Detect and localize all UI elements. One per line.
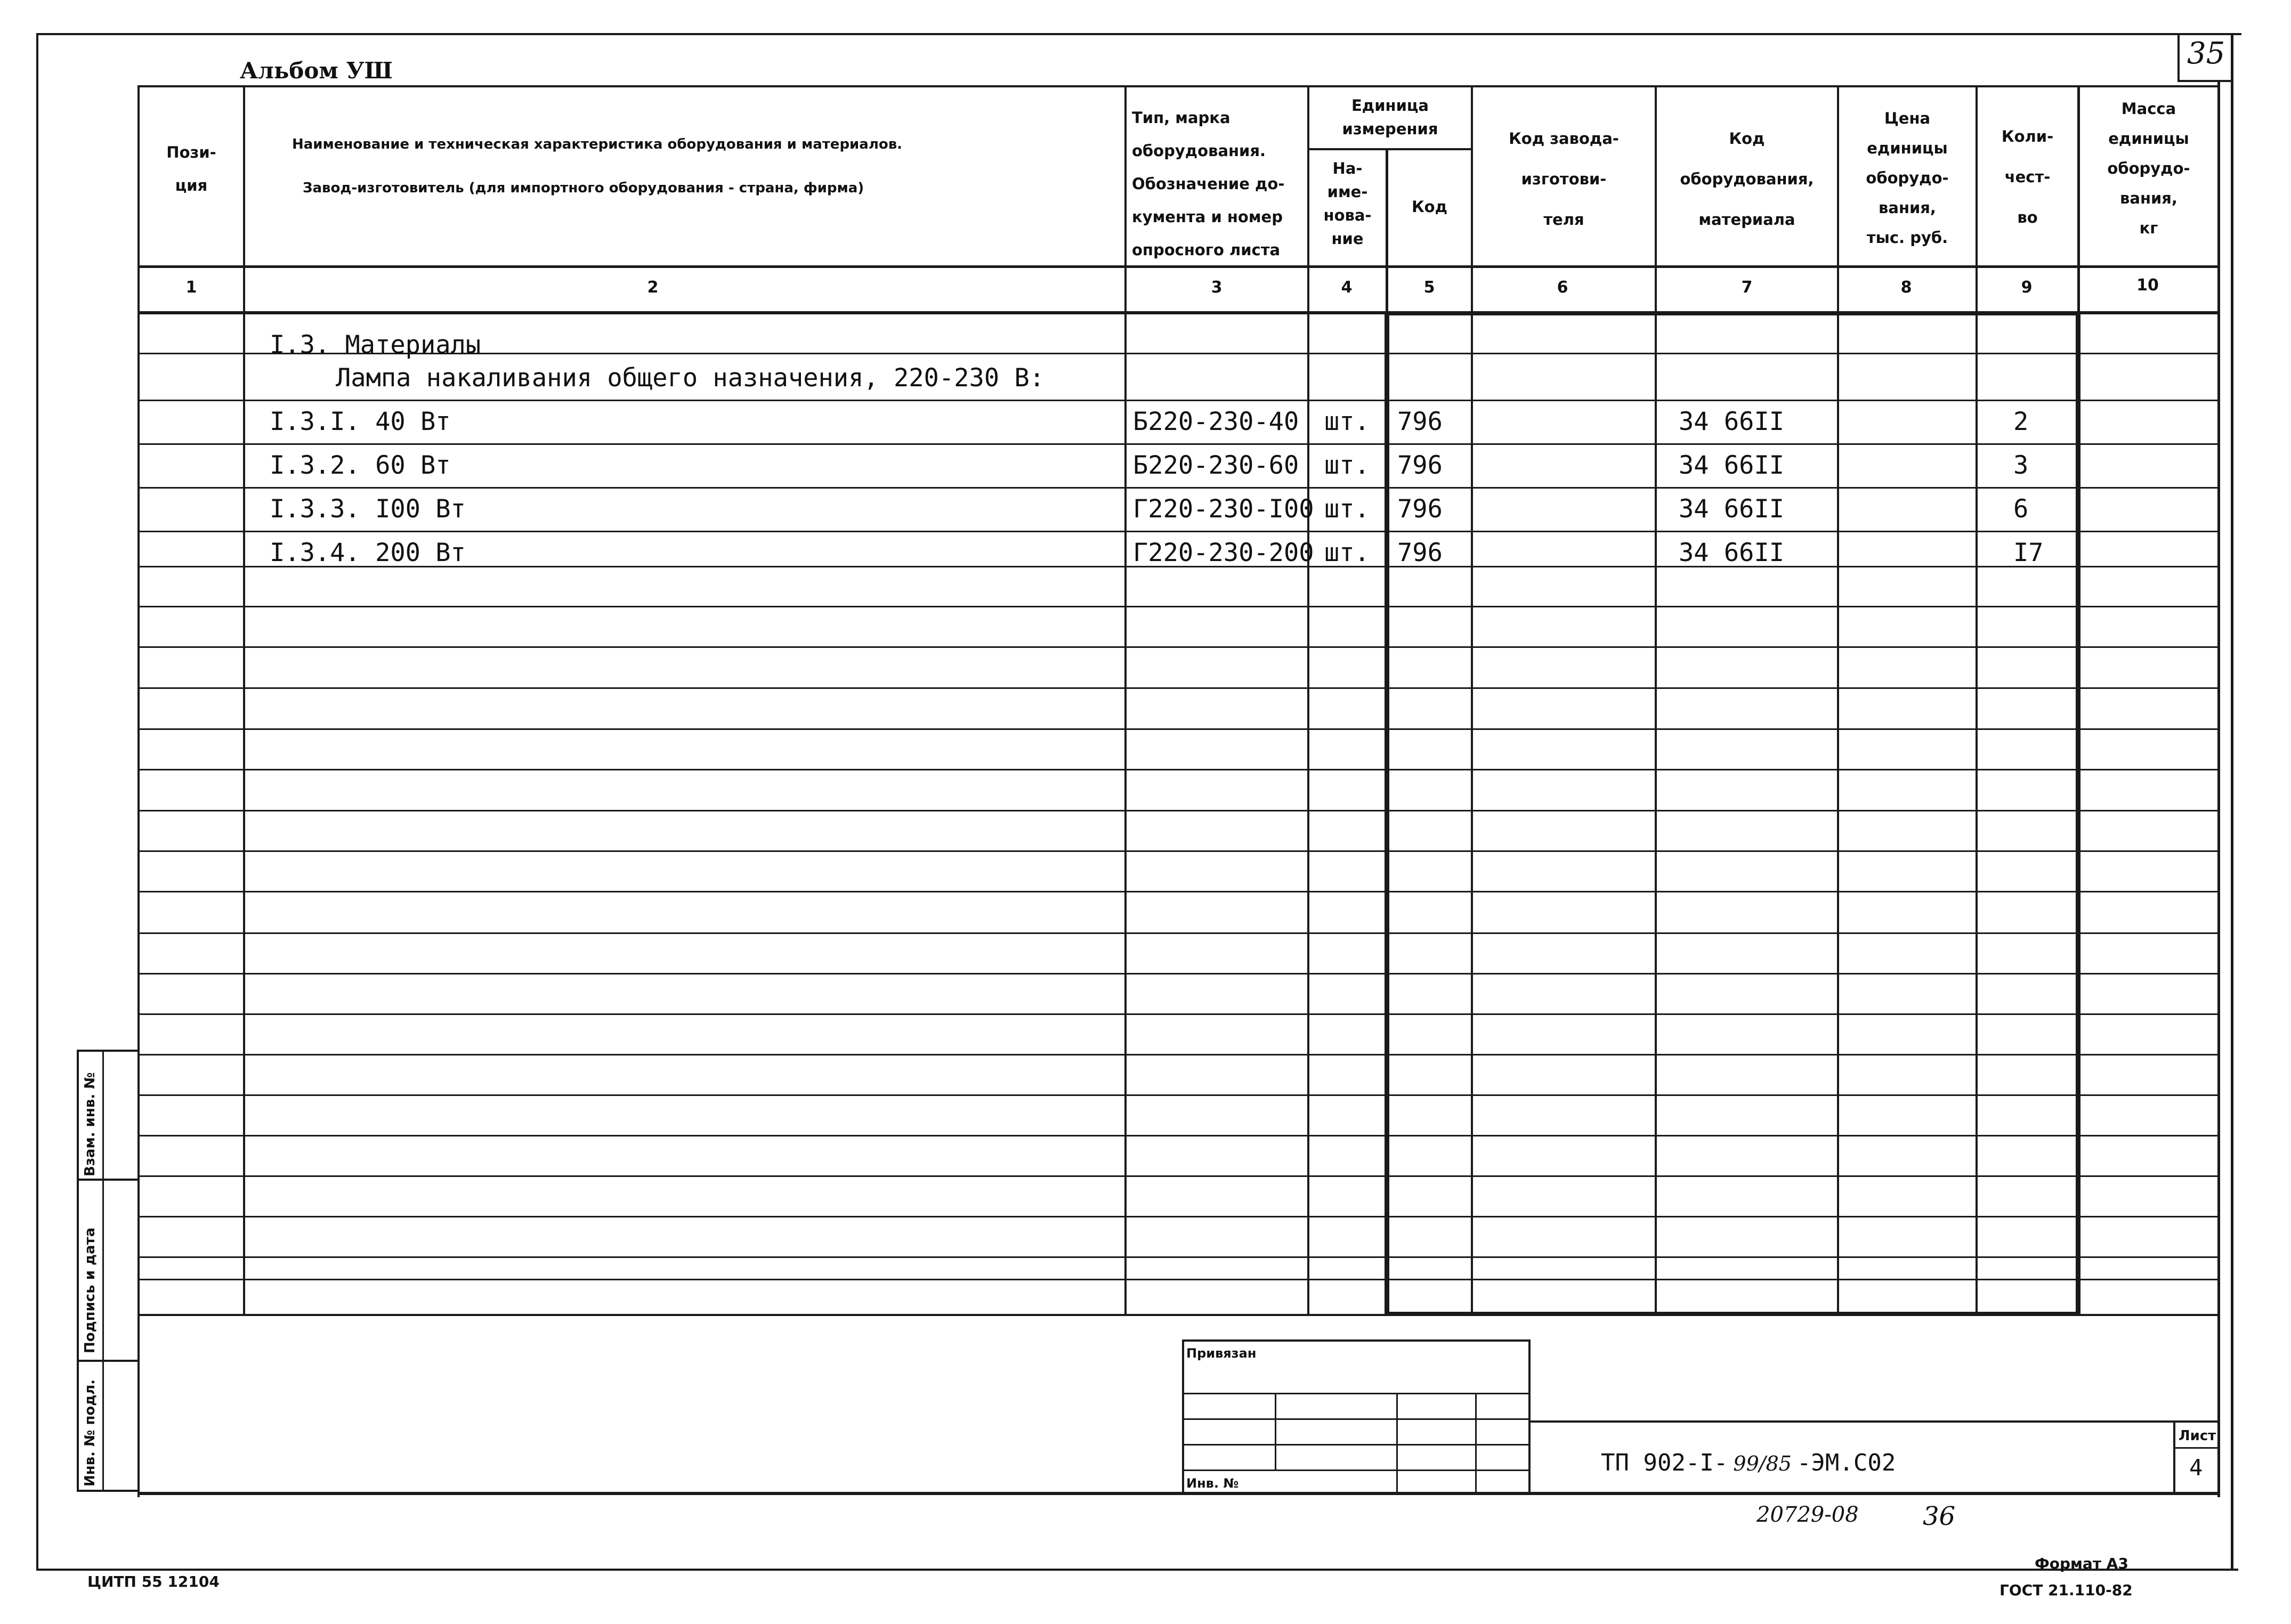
stamp-list-left (2173, 1420, 2175, 1495)
bold-box-left (1385, 311, 1389, 1316)
gost-label: ГОСТ 21.110-82 (1999, 1581, 2133, 1599)
header-unit-code-text: Код (1411, 198, 1448, 216)
citp-label: ЦИТП 55 12104 (87, 1573, 220, 1590)
stamp-grid-v2 (1396, 1393, 1398, 1495)
header-unit-name (1309, 157, 1386, 250)
vsep-6 (1655, 85, 1657, 1316)
doc-code-prefix: ТП 902-I- (1601, 1449, 1728, 1476)
row-material-code: 34 66II (1679, 494, 1785, 524)
header-factory-code-text: Код завода- изготови- теля (1509, 129, 1619, 229)
bold-box-top (1386, 311, 2080, 315)
row-name: I.3.4. 200 Вт (270, 538, 466, 567)
colnum-5: 5 (1423, 278, 1435, 297)
stamp-grid-h3 (1182, 1444, 1531, 1446)
stamp-list-label: Лист (2179, 1428, 2216, 1444)
side-strip-div1 (77, 1179, 140, 1181)
header-position (140, 136, 243, 202)
side-strip-inner (102, 1050, 104, 1492)
vsep-5 (1471, 85, 1473, 1316)
row-qty: 3 (2013, 451, 2029, 480)
table-left (137, 85, 140, 1497)
side-strip-left (77, 1050, 79, 1492)
row-unit: шт. (1324, 538, 1370, 567)
stamp-list-number: 4 (2189, 1455, 2203, 1481)
header-price-text: Цена единицы оборудо- вания, тыс. руб. (1866, 109, 1949, 247)
row-code: 796 (1397, 538, 1443, 567)
colnum-9: 9 (2021, 278, 2033, 297)
header-type (1128, 101, 1311, 266)
stamp-bottom (140, 1492, 2220, 1495)
row-material-code: 34 66II (1679, 407, 1785, 436)
row-type: Г220-230-I00 (1133, 494, 1314, 524)
colnum-7: 7 (1741, 278, 1753, 297)
row-name: I.3.2. 60 Вт (270, 451, 451, 480)
header-mass-text: Масса единицы оборудо- вания, кг (2107, 100, 2190, 237)
table-top (137, 85, 2220, 87)
vsep-3 (1307, 85, 1309, 1316)
side-strip-div2 (77, 1360, 140, 1362)
colnum-2: 2 (647, 278, 659, 297)
row-qty: I7 (2013, 538, 2044, 567)
doc-code-handwritten: 99/85 (1733, 1452, 1792, 1475)
colnum-8: 8 (1900, 278, 1912, 297)
colnum-1: 1 (185, 278, 197, 297)
row-qty: 2 (2013, 407, 2029, 436)
header-unit (1309, 94, 1471, 141)
doc-code-suffix: -ЭМ.С02 (1796, 1449, 1896, 1476)
pagebox-bottom (2177, 80, 2233, 82)
side-label-vzam: Взам. инв. № (82, 1072, 98, 1176)
stamp-privyazan-top (1182, 1339, 1531, 1342)
side-strip-bottom (77, 1490, 140, 1492)
stamp-grid-h4 (1182, 1469, 1531, 1471)
colnum-4: 4 (1341, 278, 1353, 297)
side-strip-top (77, 1050, 140, 1052)
stamp-grid-v3 (1475, 1393, 1477, 1495)
stamp-privyazan: Привязан (1186, 1346, 1257, 1361)
row-code: 796 (1397, 407, 1443, 436)
pagebox-left (2177, 33, 2180, 81)
album-label: Альбом УШ (240, 58, 393, 84)
row-code: 796 (1397, 494, 1443, 524)
section-subtitle: Лампа накаливания общего назначения, 220-230 В: (336, 363, 1045, 393)
header-qty (1978, 116, 2077, 238)
row-name: I.3.I. 40 Вт (270, 407, 451, 436)
table-right (2217, 80, 2220, 1497)
bold-box-right (2076, 311, 2080, 1316)
header-mass (2080, 94, 2217, 243)
row-material-code: 34 66II (1679, 538, 1785, 567)
colnum-6: 6 (1557, 278, 1568, 297)
header-material-code-text: Код оборудования, материала (1680, 129, 1814, 229)
row-qty: 6 (2013, 494, 2029, 524)
header-price (1839, 103, 1976, 253)
header-unit-text: Единица измерения (1342, 96, 1438, 138)
side-label-podpis: Подпись и дата (82, 1227, 98, 1353)
header-factory-code (1473, 118, 1655, 240)
stamp-privyazan-right (1528, 1339, 1531, 1495)
row-type: Б220-230-60 (1133, 451, 1299, 480)
header-unit-name-text: На- име- нова- ние (1323, 159, 1372, 248)
handwritten-code: 20729-08 (1756, 1503, 1859, 1527)
frame-right (2231, 33, 2233, 1571)
vsep-7 (1837, 85, 1839, 1316)
stamp-grid-h2 (1182, 1418, 1531, 1420)
frame-top (37, 33, 2241, 35)
stamp-grid-h1 (1182, 1393, 1531, 1394)
row-name: I.3.3. I00 Вт (270, 494, 466, 524)
vsep-1 (243, 85, 245, 1316)
bold-box-bottom (1386, 1312, 2080, 1316)
header-material-code (1657, 118, 1837, 240)
handwritten-number: 36 (1923, 1501, 1956, 1531)
vsep-2 (1124, 85, 1127, 1316)
header-name-line2: Завод-изготовитель (для импортного оборудования - страна, фирма) (303, 180, 864, 196)
colnum-10: 10 (2136, 276, 2159, 295)
frame-bottom (37, 1569, 2238, 1571)
row-material-code: 34 66II (1679, 451, 1785, 480)
stamp-grid-v1 (1275, 1393, 1276, 1471)
format-label: Формат А3 (2035, 1555, 2128, 1572)
header-name-line1: Наименование и техническая характеристика оборудования и материалов. (292, 136, 903, 152)
row-unit: шт. (1324, 451, 1370, 480)
row-code: 796 (1397, 451, 1443, 480)
sheet-number-top: 35 (2187, 36, 2225, 71)
stamp-code-top (1528, 1420, 2220, 1423)
colnum-3: 3 (1211, 278, 1223, 297)
frame-left (36, 33, 38, 1571)
stamp-doc-code (1601, 1449, 1896, 1476)
header-unit-code (1388, 192, 1471, 222)
row-type: Б220-230-40 (1133, 407, 1299, 436)
row-unit: шт. (1324, 494, 1370, 524)
stamp-list-mid (2173, 1447, 2220, 1449)
section-title: I.3. Материалы (270, 330, 481, 360)
unit-subheader-line (1307, 148, 1471, 150)
side-label-inv-podl: Инв. № подл. (82, 1379, 98, 1487)
row-type: Г220-230-200 (1133, 538, 1314, 567)
header-position-text: Пози- ция (166, 143, 216, 194)
header-qty-text: Коли- чест- во (2001, 127, 2054, 226)
stamp-privyazan-left (1182, 1339, 1184, 1495)
stamp-inv: Инв. № (1186, 1476, 1239, 1491)
row-unit: шт. (1324, 407, 1370, 436)
vsep-8 (1976, 85, 1978, 1316)
header-type-text: Тип, марка оборудования. Обозначение до- кумента и номер опросного листа (1132, 109, 1285, 259)
